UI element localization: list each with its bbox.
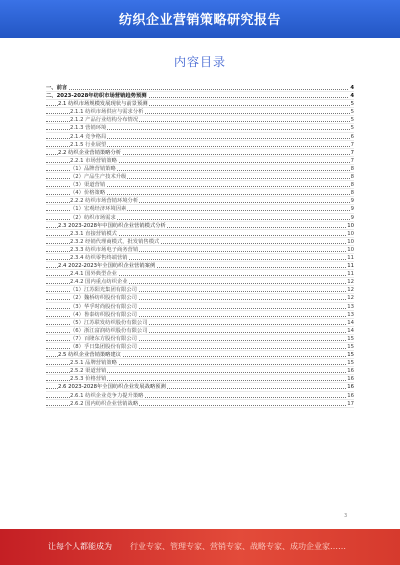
toc-entry-page: 16 [347,376,354,383]
toc-entry-page: 4 [350,93,354,100]
toc-entry[interactable] [46,367,354,375]
toc-entry[interactable] [46,230,354,238]
toc-entry-page: 14 [347,327,354,334]
toc-entry-page: 16 [347,392,354,399]
toc-entry-label: 2.4.2 国内重点纺织企业 [70,279,128,286]
toc-entry-page: 8 [350,174,354,181]
toc-entry-label: 2.1 纺织市场规模发展现状与前景预测 [58,101,148,108]
toc-entry-page: 15 [347,335,354,342]
toc-entry-label: 2.3.2 经销代理商模式，批发销售模式 [70,238,160,245]
toc-heading: 内容目录 [173,55,226,69]
toc-entry-page: 15 [347,344,354,350]
toc-entry-label: 2.3.1 直接营销模式 [70,230,117,237]
toc-entry-label: （2）产品生产技术升级 [70,174,127,181]
toc-entry-label: （3）华孚时尚股份有限公司 [70,303,137,310]
toc-entry[interactable] [46,100,354,108]
toc-entry[interactable] [46,173,354,181]
toc-entry-page: 10 [347,238,354,245]
toc-entry-page: 5 [350,109,354,116]
toc-entry-label: （3）渠道营销 [70,182,106,189]
toc-entry-label: 2.1.4 竞争格局 [70,133,107,140]
toc-entry-label: 一、前言 [46,85,68,91]
toc-entry[interactable] [46,197,354,205]
toc-entry[interactable] [46,108,354,116]
toc-entry-label: （1）江苏阳光集团有限公司 [70,287,137,294]
toc-entry-page: 8 [350,190,354,197]
toc-entry[interactable] [46,214,354,222]
toc-entry-page: 8 [350,182,354,189]
toc-entry[interactable] [46,141,354,149]
toc-entry[interactable] [46,327,354,335]
toc-entry-page: 11 [347,254,354,261]
toc-entry-label: 2.2.2 纺织市场营销环境分析 [70,198,139,205]
toc-entry-page: 11 [347,271,354,278]
toc-entry-label: （1）宏观经济环境因素 [70,206,127,213]
toc-entry-label: （6）浙江富润纺织股份有限公司 [70,327,148,334]
toc-entry[interactable] [46,270,354,278]
toc-entry[interactable] [46,205,354,213]
toc-entry[interactable] [46,133,354,141]
toc-entry[interactable] [46,165,354,173]
toc-entry[interactable] [46,189,354,197]
toc-entry[interactable] [46,278,354,286]
table-of-contents [46,84,354,408]
toc-entry-page: 13 [347,303,354,310]
footer-slogan: 行业专家、管理专家、营销专家、战略专家、成功企业家…… [130,542,346,551]
toc-entry[interactable] [46,375,354,383]
toc-entry-label: （7）百隆东方股份有限公司 [70,335,137,342]
toc-entry-page: 10 [347,230,354,237]
toc-entry-page: 12 [347,287,354,294]
toc-entry-page: 7 [350,141,354,148]
toc-entry[interactable] [46,319,354,327]
toc-entry-page: 5 [350,117,354,124]
toc-entry-label: 2.3.3 纺织市场电子商务营销 [70,246,139,253]
toc-entry-label: （2）纺织市场需求 [70,214,116,221]
toc-entry[interactable] [46,262,354,270]
toc-entry[interactable] [46,303,354,311]
toc-entry-label: 2.4.1 国外典型企业 [70,271,117,278]
toc-entry-label: 2.6.2 国内纺织企业营销战略 [70,400,139,407]
toc-entry[interactable] [46,311,354,319]
toc-entry-page: 12 [347,295,354,302]
toc-entry-page: 16 [347,384,354,391]
toc-entry-label: 2.5.1 品牌营销策略 [70,360,117,367]
toc-entry-label: （4）鲁泰纺织股份有限公司 [70,311,137,318]
toc-entry-label: 2.2 纺织企业营销策略分析 [58,149,122,156]
toc-entry[interactable] [46,124,354,132]
toc-entry-label: 2.1.2 产品行业结构分布情况 [70,117,139,124]
toc-entry[interactable] [46,149,354,157]
report-header-bar [0,0,400,38]
toc-entry-page: 8 [350,165,354,172]
toc-entry-page: 7 [350,157,354,164]
toc-entry[interactable] [46,92,354,100]
toc-entry-label: （8）孚日集团股份有限公司 [70,344,137,350]
toc-entry-label: （5）江苏联发纺织股份有限公司 [70,319,148,326]
toc-entry-label: 2.5 纺织企业营销策略建议 [58,352,122,359]
toc-entry-page: 16 [347,368,354,375]
toc-entry[interactable] [46,238,354,246]
toc-entry-label: （4）价格策略 [70,190,106,197]
toc-entry-page: 17 [347,400,354,407]
report-title: 纺织企业营销策略研究报告 [118,13,281,28]
toc-entry-page: 14 [347,319,354,326]
toc-entry-page: 12 [347,279,354,286]
toc-entry-label: 2.2.1 市场营销策略 [70,157,117,164]
toc-entry[interactable] [46,359,354,367]
toc-entry-label: 2.1.5 行业展望 [70,141,107,148]
toc-entry[interactable] [46,116,354,124]
toc-entry-label: 2.1.3 营销环境 [70,125,107,132]
toc-entry-page: 6 [350,133,354,140]
toc-entry[interactable] [46,351,354,359]
toc-entry-label: （1）品牌营销策略 [70,165,116,172]
toc-leader-dots [46,89,354,90]
toc-entry[interactable] [46,246,354,254]
toc-entry-page: 4 [350,85,354,91]
toc-entry[interactable] [46,84,354,92]
toc-entry[interactable] [46,392,354,400]
toc-entry-page: 15 [347,352,354,359]
toc-entry[interactable] [46,294,354,302]
toc-entry-label: 2.6.1 纺织企业竞争力提升策略 [70,392,144,399]
toc-entry[interactable] [46,335,354,343]
toc-entry-page: 15 [347,360,354,367]
toc-entry-page: 9 [350,198,354,205]
toc-entry-label: 2.5.2 渠道营销 [70,368,107,375]
toc-entry-label: （2）魏桥纺织股份有限公司 [70,295,137,302]
toc-entry[interactable] [46,157,354,165]
toc-entry-page: 9 [350,206,354,213]
toc-entry-page: 5 [350,125,354,132]
toc-entry-label: 2.6 2023-2028年全国纺织企业发展战略预测 [58,384,166,391]
toc-entry-label: 2.5.3 价格营销 [70,376,107,383]
toc-entry-page: 9 [350,214,354,221]
toc-entry[interactable] [46,286,354,294]
toc-entry-page: 13 [347,311,354,318]
toc-entry[interactable] [46,383,354,391]
toc-entry-label: 2.3.4 纺织零售终端营销 [70,254,128,261]
toc-entry-page: 5 [350,101,354,108]
toc-entry-page: 10 [347,246,354,253]
toc-entry[interactable] [46,343,354,351]
toc-entry-page: 7 [350,149,354,156]
toc-entry-page: 10 [347,222,354,229]
page-number: 3 [344,513,348,519]
toc-entry-label: 2.3 2023-2028年中国纺织企业营销模式分析 [58,222,166,229]
toc-entry-label: 2.1.1 纺织市场供应与需求分析 [70,109,144,116]
toc-entry-label: 二、2023-2028年纺织市场营销趋势预测 [46,93,147,100]
toc-entry[interactable] [46,181,354,189]
footer-banner [0,529,400,565]
toc-entry[interactable] [46,254,354,262]
toc-entry[interactable] [46,400,354,408]
toc-entry-label: 2.4 2022-2023年全国纺织企业营销案例 [58,263,156,270]
footer-text: 让每个人都能成为 [48,542,112,551]
toc-entry[interactable] [46,222,354,230]
toc-entry-page: 11 [347,263,354,270]
